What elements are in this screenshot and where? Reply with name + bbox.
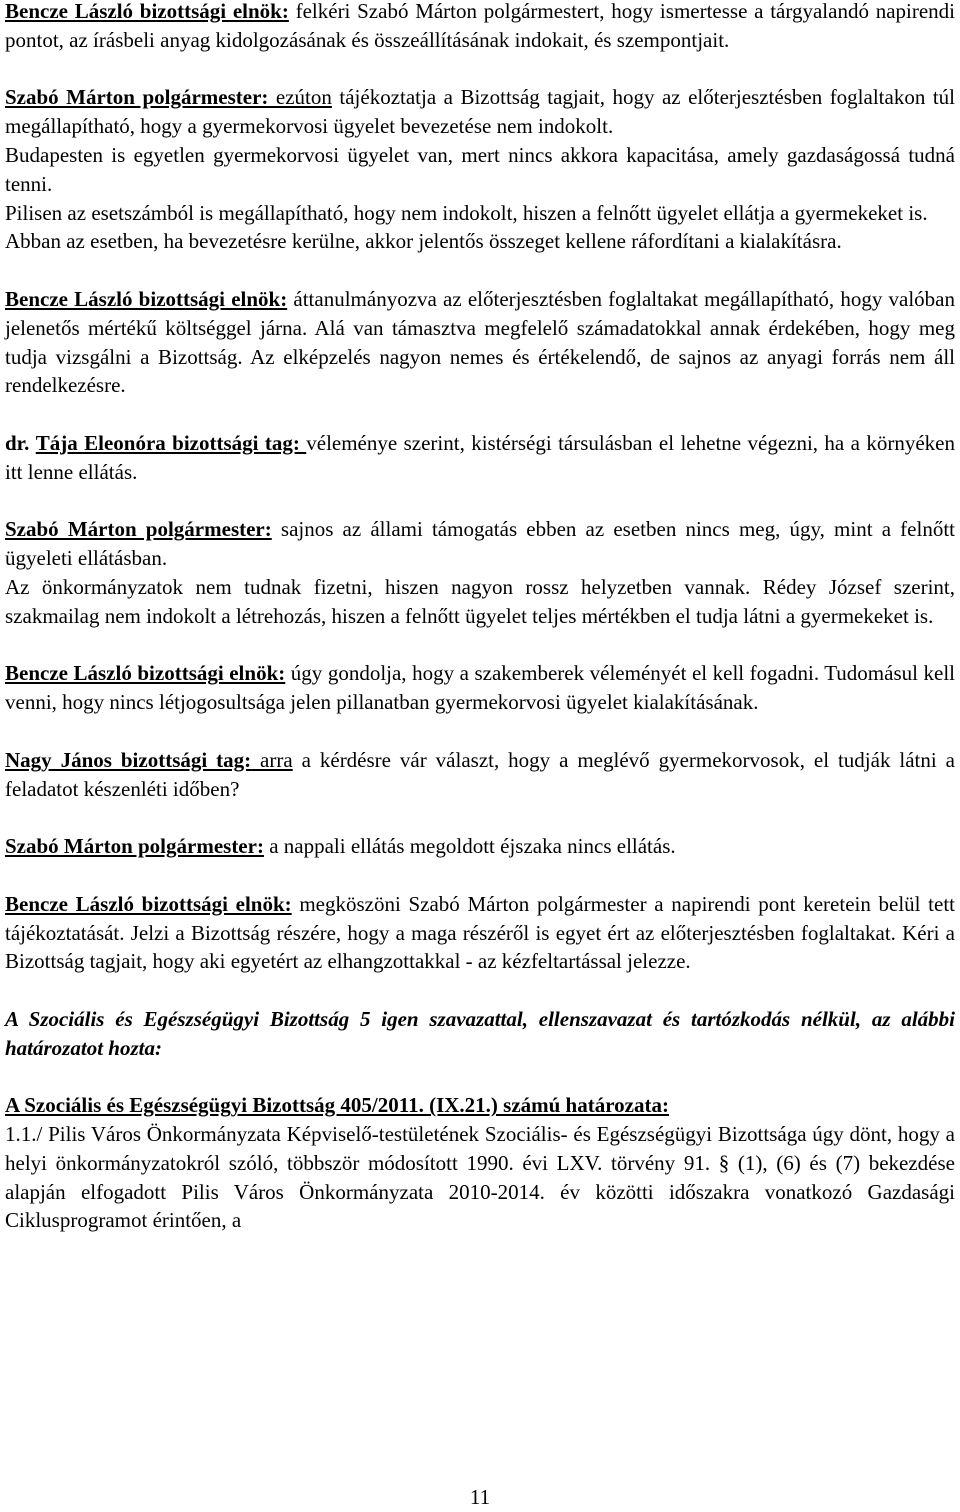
- paragraph-9: Az önkormányzatok nem tudnak fizetni, hiszen nagyon rossz helyzetben vannak. Rédey József szerint, szakmailag nem indokolt a létrehozás, hiszen a felnőtt ügyelet teljes mértékben el tudja látni a gyermekeket is.: [5, 574, 955, 628]
- paragraph-4: Pilisen az esetszámból is megállapítható, hogy nem indokolt, hiszen a felnőtt ügyelet ellátja a gyermekeket is.: [5, 200, 928, 225]
- resolution-text: 1.1./ Pilis Város Önkormányzata Képviselő-testületének Szociális- és Egészségügyi Bizottsága úgy dönt, hogy a helyi önkormányzatokról szóló, többször módosított 1990. évi LXV. törvény 91. § (1), (6) és (7) bekezdése alapján elfogadott Pilis Város Önkormányzata 2010-2014. év közötti időszakra vonatkozó Gazdasági Ciklusprogramot érintően, a: [5, 1122, 955, 1233]
- paragraph-text: áttanulmányozva az előterjesztésben foglaltakat megállapítható, hogy valóban jelenetős mértékű költséggel járna. Alá van támasztva megfelelő számadatokkal annak érdekében, hogy meg tudja vizsgálni a Bizottság. Az elképzelés nagyon nemes és értékelendő, de sajnos az anyagi forrás nem áll rendelkezésre.: [5, 286, 955, 398]
- paragraph-text-underlined: arra: [251, 747, 293, 772]
- paragraph-10: [5, 659, 955, 717]
- paragraph-1: [5, 0, 955, 55]
- resolution-title: A Szociális és Egészségügyi Bizottság 405/2011. (IX.21.) számú határozata:: [5, 1093, 669, 1118]
- paragraph-text: megköszöni Szabó Márton polgármester a napirendi pont keretein belül tett tájékoztatását. Jelzi a Bizottság részére, hogy a maga részéről is egyet ért az előterjesztésben foglaltakat. Kéri a Bizottság tagjait, hogy aki egyetért az elhangzottakkal - az kézfeltartással jelezze.: [5, 891, 955, 974]
- paragraph-text: a kérdésre vár választ, hogy a meglévő gyermekorvosok, el tudják látni a feladatot készenléti időben?: [5, 747, 955, 801]
- paragraph-text: felkéri Szabó Márton polgármestert, hogy ismertesse a tárgyalandó napirendi pontot, az írásbeli anyag kidolgozásának és összeállításának indokait, és szempontjait.: [5, 0, 955, 52]
- document-page: [5, 0, 955, 1235]
- speaker-name: Szabó Márton polgármester:: [5, 517, 272, 542]
- speaker-name: Bencze László bizottsági elnök:: [5, 0, 289, 23]
- paragraph-6: [5, 285, 955, 400]
- speaker-name: Nagy János bizottsági tag:: [5, 747, 252, 772]
- speaker-name: Szabó Márton polgármester:: [5, 834, 264, 859]
- speaker-prefix: dr.: [5, 430, 30, 455]
- paragraph-text-underlined: ezúton: [268, 85, 332, 110]
- paragraph-text: a nappali ellátás megoldott éjszaka nincs ellátás.: [263, 834, 676, 859]
- paragraph-text: sajnos az állami támogatás ebben az esetben nincs meg, úgy, mint a felnőtt ügyeleti ellátásban.: [5, 517, 955, 571]
- paragraph-13: [5, 890, 955, 976]
- speaker-name: Bencze László bizottsági elnök:: [5, 286, 288, 311]
- page-number: 11: [469, 1485, 491, 1509]
- paragraph-8: [5, 515, 955, 573]
- speaker-name: Szabó Márton polgármester:: [5, 85, 269, 110]
- paragraph-3: Budapesten is egyetlen gyermekorvosi ügyelet van, mert nincs akkora kapacitása, amely gazdaságossá tudná tenni.: [5, 142, 955, 196]
- paragraph-text: véleménye szerint, kistérségi társulásban el lehetne végezni, ha a környéken itt lenne ellátás.: [5, 430, 955, 484]
- paragraph-5: Abban az esetben, ha bevezetésre kerülne, akkor jelentős összeget kellene ráfordítani a kialakításra.: [5, 229, 842, 254]
- paragraph-text: tájékoztatja a Bizottság tagjait, hogy az előterjesztésben foglaltakon túl megállapítható, hogy a gyermekorvosi ügyelet bevezetése nem indokolt.: [5, 85, 955, 139]
- paragraph-12: [5, 832, 955, 861]
- speaker-name: Tája Eleonóra bizottsági tag:: [35, 430, 307, 455]
- paragraph-7: [5, 429, 955, 487]
- speaker-name: Bencze László bizottsági elnök:: [5, 891, 292, 916]
- paragraph-11: [5, 746, 955, 804]
- speaker-name: Bencze László bizottsági elnök:: [5, 661, 286, 686]
- paragraph-2: [5, 83, 955, 141]
- paragraph-text: úgy gondolja, hogy a szakemberek véleményét el kell fogadni. Tudomásul kell venni, hogy nincs létjogosultsága jelen pillanatban gyermekorvosi ügyelet kialakításának.: [5, 661, 955, 715]
- vote-result: A Szociális és Egészségügyi Bizottság 5 igen szavazattal, ellenszavazat és tartózkodás nélkül, az alábbi határozatot hozta:: [5, 1006, 955, 1060]
